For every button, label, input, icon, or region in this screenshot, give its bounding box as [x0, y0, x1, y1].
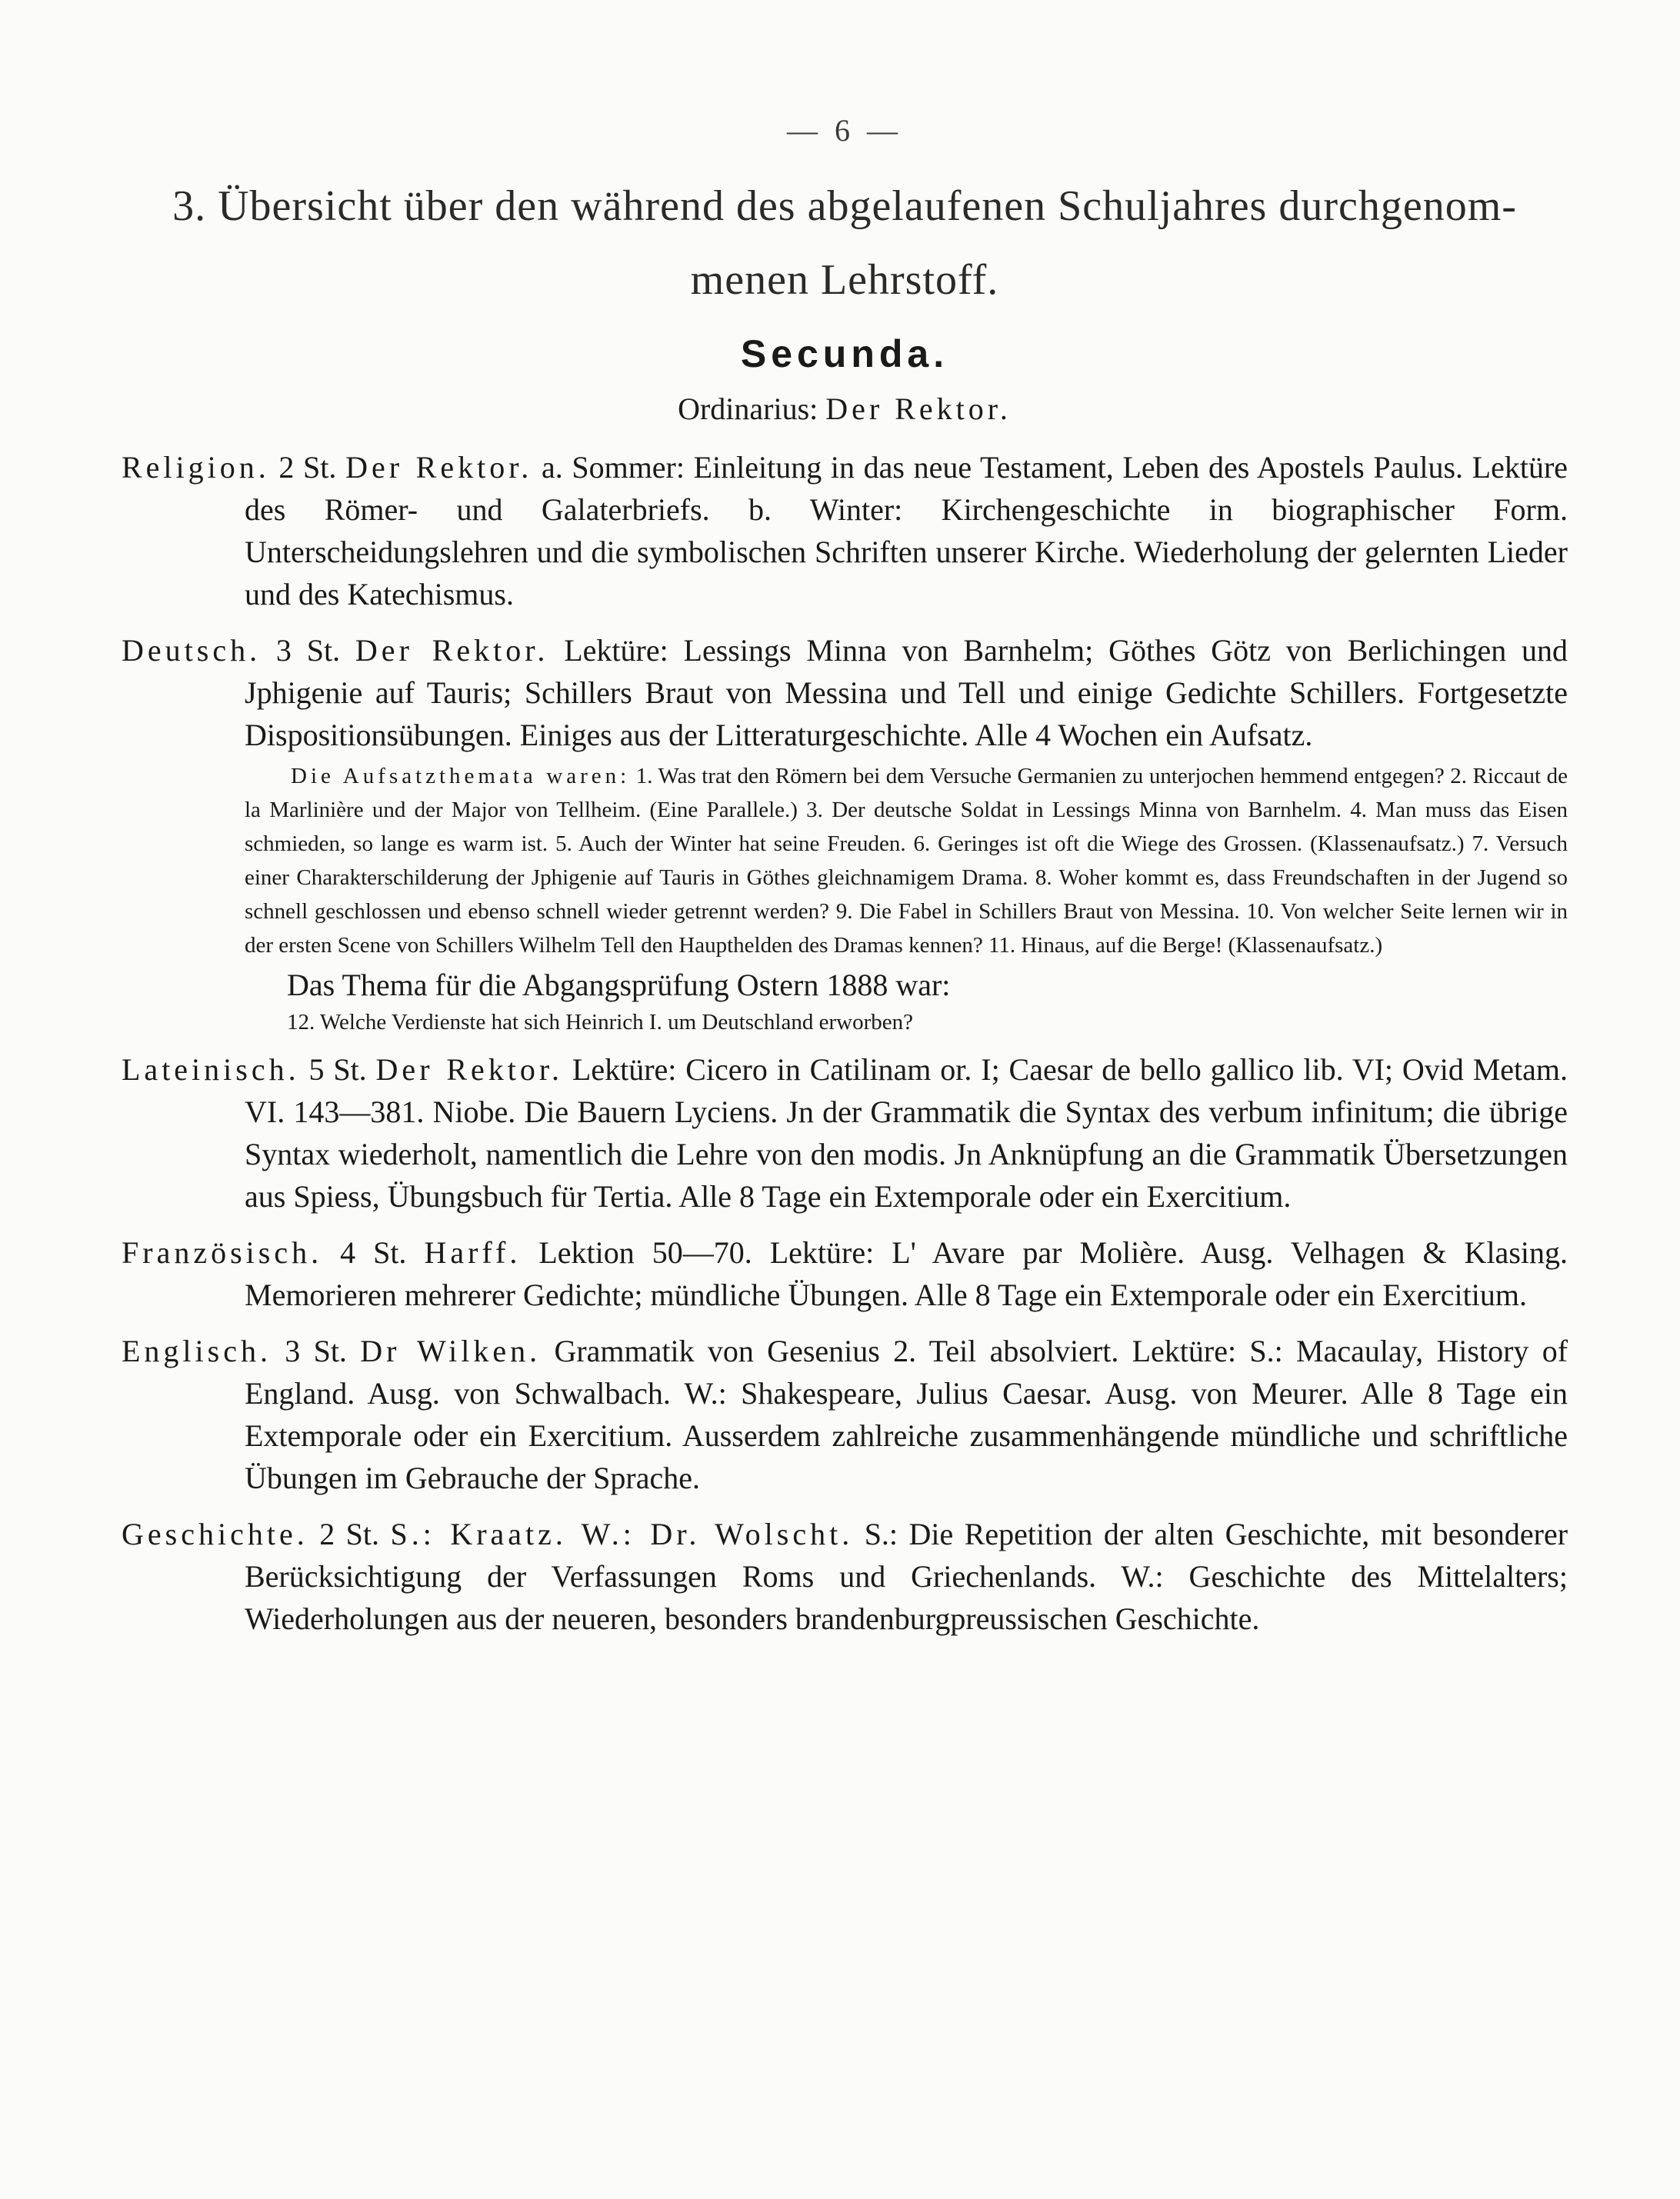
subject-text: a. Sommer: Einleitung in das neue Testament, Leben des Apostels Paulus. Lektüre des Römer- und Galaterbriefs. b. Winter: Kirchengeschichte in biographischer Form. Unterscheidungslehren und die symbolischen Schriften unserer Kirche. Wiederholung der gelernten Lieder und des Katechismus. [245, 450, 1568, 611]
subject-hours: 2 St. [319, 1517, 380, 1551]
subject-text: Lektüre: Lessings Minna von Barnhelm; Göthes Götz von Berlichingen und Jphigenie auf Tauris; Schillers Braut von Messina und Tell und einige Gedichte Schillers. Fortgesetzte Dispositionsübungen. Einiges aus der Litteraturgeschichte. Alle 4 Wochen ein Aufsatz. [245, 633, 1568, 752]
subject-hours: 2 St. [278, 450, 337, 485]
subject-hours: 5 St. [308, 1052, 367, 1087]
page-content [122, 108, 1568, 1654]
essay-themes-intro: Die Aufsatzthemata waren: [291, 764, 631, 788]
subject-hours: 3 St. [285, 1334, 347, 1368]
ordinarius-label: Ordinarius: [678, 391, 818, 426]
subject-englisch [122, 1330, 1568, 1499]
subject-deutsch [122, 629, 1568, 756]
subject-franzoesisch [122, 1231, 1568, 1316]
ordinarius-name: Der Rektor. [825, 391, 1012, 426]
subject-teacher: Der Rektor. [345, 450, 533, 485]
subject-text: Lektüre: Cicero in Catilinam or. I; Caesar de bello gallico lib. VI; Ovid Metam. VI. 143—381. Niobe. Die Bauern Lyciens. Jn der Grammatik die Syntax des verbum infinitum; die übrige Syntax wiederholt, namentlich die Lehre von den modis. Jn Anknüpfung an die Grammatik Übersetzungen aus Spiess, Übungsbuch für Tertia. Alle 8 Tage ein Extemporale oder ein Exercitium. [245, 1052, 1568, 1214]
subject-label: Deutsch. [122, 633, 262, 668]
subject-religion [122, 446, 1568, 615]
essay-themes-list: 1. Was trat den Römern bei dem Versuche Germanien zu unterjochen hemmend entgegen? 2. Riccaut de la Marlinière und der Major von Tellheim. (Eine Parallele.) 3. Der deutsche Soldat in Lessings Minna von Barnhelm. 4. Man muss das Eisen schmieden, so lange es warm ist. 5. Auch der Winter hat seine Freuden. 6. Geringes ist oft die Wiege des Grossen. (Klassenaufsatz.) 7. Versuch einer Charakterschilderung der Jphigenie auf Tauris in Göthes gleichnamigem Drama. 8. Woher kommt es, dass Freundschaften in der Jugend so schnell geschlossen und ebenso schnell wieder getrennt werden? 9. Die Fabel in Schillers Braut von Messina. 10. Von welcher Seite lernen wir in der ersten Scene von Schillers Wilhelm Tell den Haupthelden des Dramas kennen? 11. Hinaus, auf die Berge! (Klassenaufsatz.) [245, 764, 1568, 958]
exam-topic: 12. Welche Verdienste hat sich Heinrich I. um Deutschland erworben? [287, 1010, 913, 1035]
subject-label: Lateinisch. [122, 1052, 300, 1087]
subject-hours: 4 St. [340, 1235, 407, 1270]
page-number: — 6 — [787, 113, 902, 148]
subject-teacher: S.: Kraatz. W.: Dr. Wolscht. [390, 1517, 854, 1551]
subject-teacher: Harff. [424, 1235, 522, 1270]
section-title-line-1: 3. Übersicht über den während des abgelaufenen Schuljahres durchgenom- [172, 182, 1517, 230]
class-heading: Secunda. [740, 332, 949, 375]
section-title-line-2: menen Lehrstoff. [690, 256, 999, 304]
subject-teacher: Der Rektor. [375, 1052, 564, 1087]
subject-text: S.: Die Repetition der alten Geschichte, mit besonderer Berücksichtigung der Verfassungen Roms und Griechenlands. W.: Geschichte des Mittelalters; Wiederholungen aus der neueren, besonders brandenburgpreussischen Geschichte. [245, 1517, 1568, 1636]
subject-teacher: Dr Wilken. [360, 1334, 542, 1368]
subject-text: Grammatik von Gesenius 2. Teil absolviert. Lektüre: S.: Macaulay, History of England. Ausg. von Schwalbach. W.: Shakespeare, Julius Caesar. Ausg. von Meurer. Alle 8 Tage ein Extemporale oder ein Exercitium. Ausserdem zahlreiche zusammenhängende mündliche und schriftliche Übungen im Gebrauche der Sprache. [245, 1334, 1568, 1495]
essay-themes [122, 759, 1568, 962]
subject-text: Lektion 50—70. Lektüre: L' Avare par Molière. Ausg. Velhagen & Klasing. Memorieren mehrerer Gedichte; mündliche Übungen. Alle 8 Tage ein Extemporale oder ein Exercitium. [245, 1235, 1568, 1312]
section-title [122, 169, 1568, 317]
subject-label: Englisch. [122, 1334, 272, 1368]
subject-label: Geschichte. [122, 1517, 308, 1551]
subject-lateinisch [122, 1048, 1568, 1218]
subject-geschichte [122, 1513, 1568, 1640]
subject-label: Religion. [122, 450, 270, 485]
ordinarius-line [122, 383, 1568, 435]
exam-intro: Das Thema für die Abgangsprüfung Ostern 1888 war: [287, 968, 951, 1002]
subject-label: Französisch. [122, 1235, 323, 1270]
subject-hours: 3 St. [275, 633, 341, 668]
subject-teacher: Der Rektor. [355, 633, 549, 668]
